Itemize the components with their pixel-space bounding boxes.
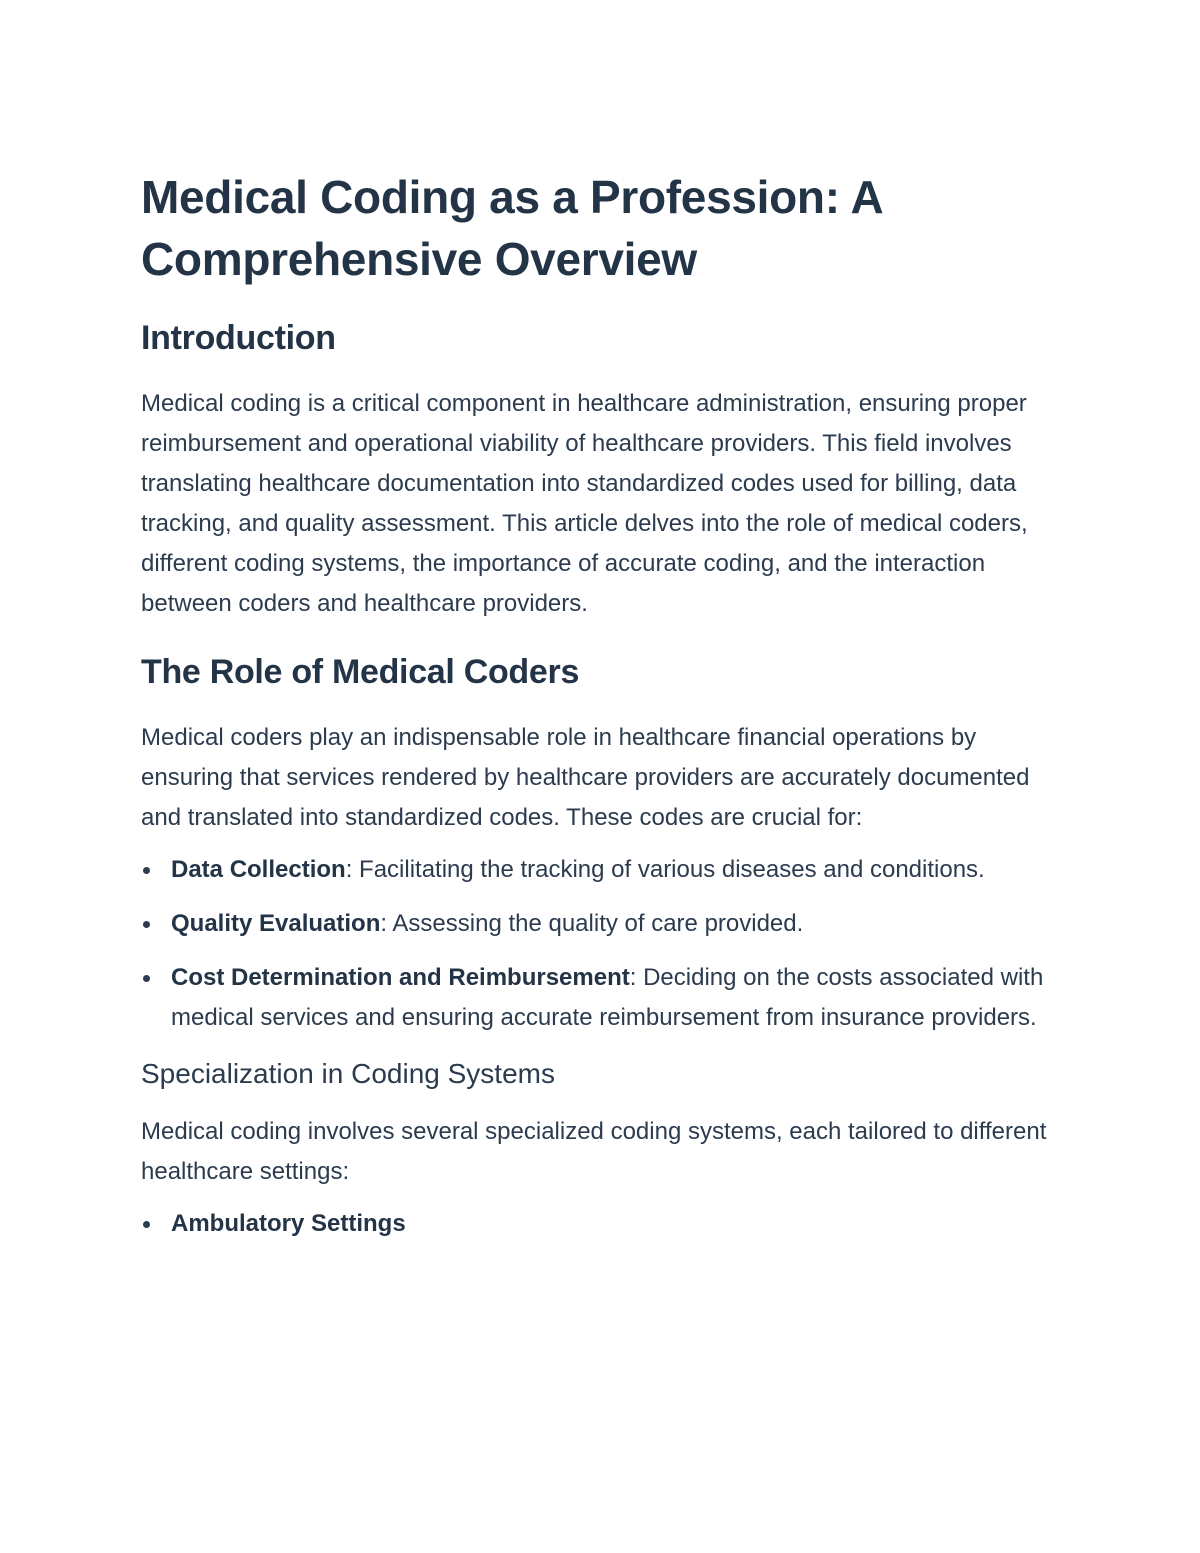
list-item [141, 1204, 1061, 1244]
role-heading: The Role of Medical Coders [141, 653, 580, 691]
bullet-icon [143, 921, 150, 928]
list-item-text: : Deciding on the costs associated with medical services and ensuring accurate reimbursement from insurance providers. [171, 964, 1044, 1031]
list-item-term: Quality Evaluation [171, 910, 381, 937]
bullet-icon [143, 867, 150, 874]
introduction-paragraph: Medical coding is a critical component in healthcare administration, ensuring proper reimbursement and operational viability of healthcare providers. This field involves translating healthcare documentation into standardized codes used for billing, data tracking, and quality assessment. This article delves into the role of medical coders, different coding systems, the importance of accurate coding, and the interaction between coders and healthcare providers. [141, 390, 1028, 617]
bullet-icon [143, 975, 150, 982]
list-item [141, 904, 1061, 944]
specialization-heading: Specialization in Coding Systems [141, 1058, 555, 1089]
role-list [141, 850, 1061, 1038]
list-item [141, 958, 1061, 1038]
list-item [141, 850, 1061, 890]
document-title: Medical Coding as a Profession: A Comprehensive Overview [141, 171, 882, 285]
document-page [141, 166, 1061, 1244]
list-item-term: Data Collection [171, 856, 346, 883]
specialization-list [141, 1204, 1061, 1244]
list-item-text: : Facilitating the tracking of various diseases and conditions. [345, 856, 985, 883]
bullet-icon [143, 1221, 150, 1228]
introduction-heading: Introduction [141, 319, 336, 357]
list-item-term: Ambulatory Settings [171, 1210, 406, 1237]
role-paragraph: Medical coders play an indispensable role in healthcare financial operations by ensuring that services rendered by healthcare providers are accurately documented and translated into standardized codes. These codes are crucial for: [141, 724, 1030, 831]
specialization-paragraph: Medical coding involves several specialized coding systems, each tailored to different healthcare settings: [141, 1118, 1047, 1185]
list-item-text: : Assessing the quality of care provided. [380, 910, 804, 937]
list-item-term: Cost Determination and Reimbursement [171, 964, 630, 991]
